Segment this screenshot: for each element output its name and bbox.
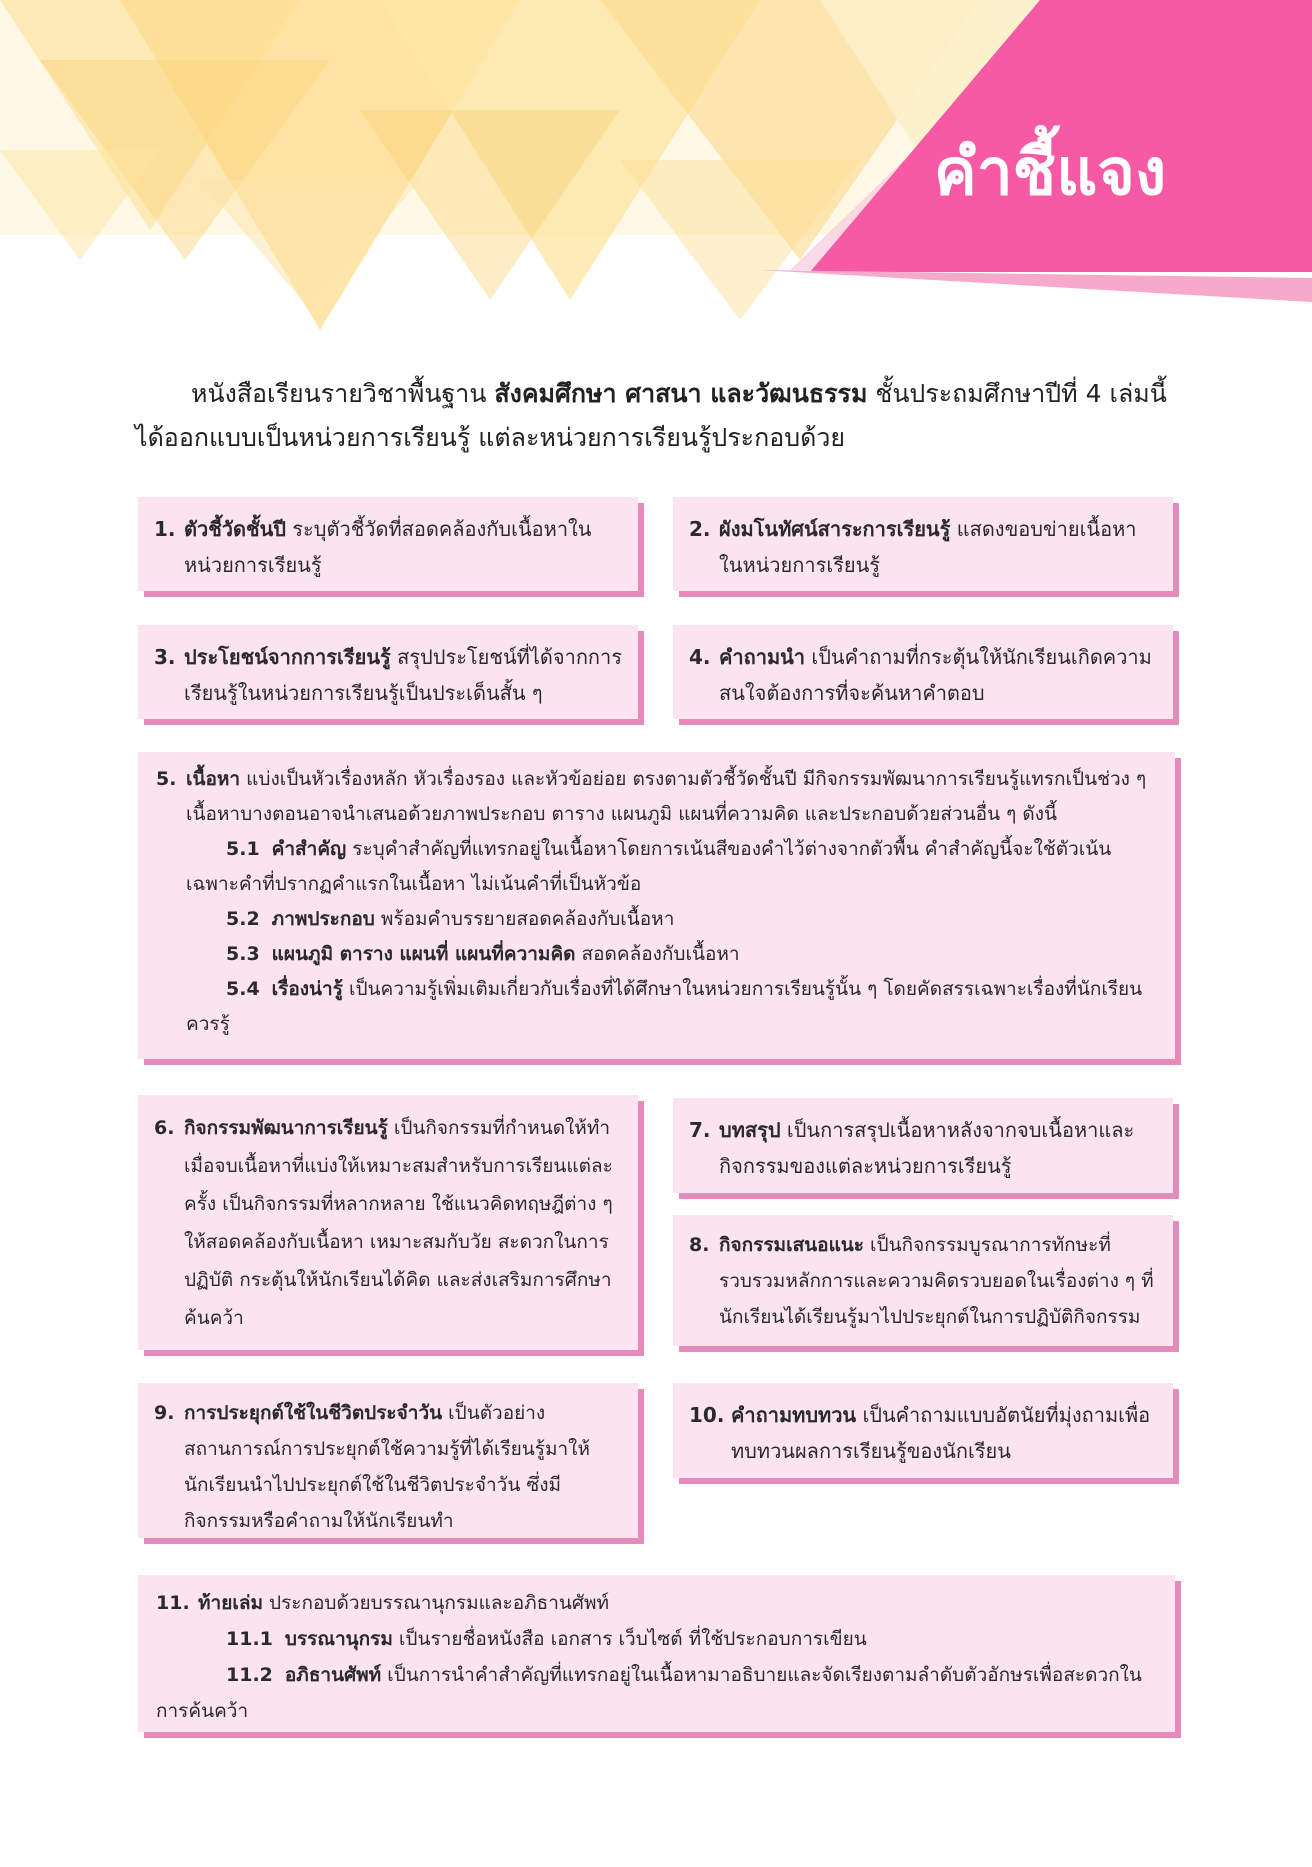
item-number: 4. [689, 645, 711, 669]
item-box-10 [673, 1383, 1173, 1478]
sub-item-number: 11.1 [226, 1628, 273, 1650]
item-number: 6. [154, 1117, 175, 1139]
item-box-9 [138, 1383, 638, 1538]
item-box-5 [138, 752, 1175, 1059]
item-text [184, 1109, 622, 1337]
item-description: เป็นกิจกรรมบูรณาการทักษะที่รวบรวมหลักการและความคิดรวบยอดในเรื่องต่าง ๆ ที่นักเรียนได้เรียนรู้มาไปประยุกต์ในการปฏิบัติกิจกรรม [719, 1234, 1154, 1328]
item-number: 10. [689, 1403, 725, 1427]
item-box-6 [138, 1095, 638, 1350]
item-number: 1. [154, 517, 176, 541]
item-description: แบ่งเป็นหัวเรื่องหลัก หัวเรื่องรอง และหัวข้อย่อย ตรงตามตัวชี้วัดชั้นปี มีกิจกรรมพัฒนาการเรียนรู้แทรกเป็นช่วง ๆ เนื้อหาบางตอนอาจนำเสนอด้วยภาพประกอบ ตาราง แผนภูมิ แผนที่ความคิด และประกอบด้วยส่วนอื่น ๆ ดังนี้ [186, 768, 1147, 825]
item-text [719, 1227, 1157, 1335]
item-description: เป็นคำถามแบบอัตนัยที่มุ่งถามเพื่อทบทวนผลการเรียนรู้ของนักเรียน [731, 1403, 1151, 1463]
item-title: กิจกรรมเสนอแนะ [719, 1234, 865, 1256]
intro-line-2: ได้ออกแบบเป็นหน่วยการเรียนรู้ แต่ละหน่วยการเรียนรู้ประกอบด้วย [135, 423, 846, 452]
item-number: 2. [689, 517, 711, 541]
sub-item-title: แผนภูมิ ตาราง แผนที่ แผนที่ความคิด [271, 943, 576, 965]
page-title: คำชี้แจง [933, 136, 1167, 210]
intro-text: ชั้นประถมศึกษาปีที่ 4 เล่มนี้ [867, 379, 1167, 408]
sub-item-title: ภาพประกอบ [271, 908, 375, 930]
item-number: 9. [154, 1402, 175, 1424]
sub-item-number: 5.3 [226, 943, 260, 965]
item-title: คำถามนำ [719, 645, 806, 669]
intro-text: หนังสือเรียนรายวิชาพื้นฐาน [191, 379, 495, 408]
sub-item-description: เป็นรายชื่อหนังสือ เอกสาร เว็บไซต์ ที่ใช้ประกอบการเขียน [392, 1628, 867, 1650]
item-title: ท้ายเล่ม [198, 1592, 263, 1614]
sub-item [156, 937, 1155, 972]
item-box-3 [138, 625, 638, 719]
item-number: 11. [156, 1592, 190, 1614]
item-text [719, 1112, 1157, 1184]
sub-item-title: เรื่องน่ารู้ [271, 978, 343, 1000]
intro-paragraph [135, 372, 1175, 460]
item-text [719, 511, 1157, 583]
item-description: เป็นคำถามที่กระตุ้นให้นักเรียนเกิดความสนใจต้องการที่จะค้นหาคำตอบ [719, 645, 1152, 705]
item-title: เนื้อหา [186, 768, 241, 790]
item-description: เป็นตัวอย่างสถานการณ์การประยุกต์ใช้ความรู้ที่ได้เรียนรู้มาให้นักเรียนนำไปประยุกต์ใช้ในชีวิตประจำวัน ซึ่งมีกิจกรรมหรือคำถามให้นักเรียนทำ [184, 1402, 590, 1532]
item-title: ประโยชน์จากการเรียนรู้ [184, 645, 391, 669]
item-description: แสดงขอบข่ายเนื้อหาในหน่วยการเรียนรู้ [719, 517, 1137, 577]
sub-item-title: คำสำคัญ [271, 838, 347, 860]
intro-line-1 [135, 372, 1175, 416]
item-text [198, 1585, 1155, 1621]
item-description: เป็นการสรุปเนื้อหาหลังจากจบเนื้อหาและกิจกรรมของแต่ละหน่วยการเรียนรู้ [719, 1118, 1135, 1178]
item-title: บทสรุป [719, 1118, 781, 1142]
sub-item-description: เป็นความรู้เพิ่มเติมเกี่ยวกับเรื่องที่ได้ศึกษาในหน่วยการเรียนรู้นั้น ๆ โดยคัดสรรเฉพาะเรื่องที่นักเรียนควรรู้ [186, 978, 1143, 1035]
item-number: 3. [154, 645, 176, 669]
sub-item-description: ระบุคำสำคัญที่แทรกอยู่ในเนื้อหาโดยการเน้นสีของคำไว้ต่างจากตัวพื้น คำสำคัญนี้จะใช้ตัวเน้นเฉพาะคำที่ปรากฏคำแรกในเนื้อหา ไม่เน้นคำที่เป็นหัวข้อ [186, 838, 1112, 895]
item-box-1 [138, 497, 638, 591]
item-number: 5. [156, 768, 177, 790]
sub-item [156, 902, 1155, 937]
item-description: สรุปประโยชน์ที่ได้จากการเรียนรู้ในหน่วยการเรียนรู้เป็นประเด็นสั้น ๆ [184, 645, 623, 705]
item-title: การประยุกต์ใช้ในชีวิตประจำวัน [184, 1402, 443, 1424]
item-text [184, 511, 622, 583]
item-description: ระบุตัวชี้วัดที่สอดคล้องกับเนื้อหาในหน่วยการเรียนรู้ [184, 517, 592, 577]
item-text [184, 639, 622, 711]
item-number: 7. [689, 1118, 711, 1142]
item-title: ผังมโนทัศน์สาระการเรียนรู้ [719, 517, 951, 541]
item-title: ตัวชี้วัดชั้นปี [184, 517, 286, 541]
item-description: เป็นกิจกรรมที่กำหนดให้ทำเมื่อจบเนื้อหาที่แบ่งให้เหมาะสมสำหรับการเรียนแต่ละครั้ง เป็นกิจกรรมที่หลากหลาย ใช้แนวคิดทฤษฎีต่าง ๆ ให้สอดคล้องกับเนื้อหา เหมาะสมกับวัย สะดวกในการปฏิบัติ กระตุ้นให้นักเรียนได้คิด และส่งเสริมการศึกษาค้นคว้า [184, 1117, 613, 1329]
sub-item [156, 972, 1155, 1042]
item-box-2 [673, 497, 1173, 591]
item-title: คำถามทบทวน [731, 1403, 857, 1427]
item-text [184, 1395, 622, 1539]
sub-item-number: 5.4 [226, 978, 260, 1000]
sub-item [156, 1657, 1155, 1729]
sub-item-title: บรรณานุกรม [284, 1628, 393, 1650]
item-text [731, 1397, 1157, 1469]
sub-item-description: สอดคล้องกับเนื้อหา [575, 943, 740, 965]
item-box-4 [673, 625, 1173, 719]
item-description: ประกอบด้วยบรรณานุกรมและอภิธานศัพท์ [263, 1592, 610, 1614]
sub-item-number: 11.2 [226, 1664, 273, 1686]
sub-item-number: 5.2 [226, 908, 260, 930]
sub-item [156, 832, 1155, 902]
item-text [186, 762, 1155, 832]
item-box-11 [138, 1575, 1175, 1732]
sub-item-number: 5.1 [226, 838, 260, 860]
item-box-7 [673, 1098, 1173, 1193]
subject-name: สังคมศึกษา ศาสนา และวัฒนธรรม [494, 379, 868, 408]
item-text [719, 639, 1157, 711]
item-box-8 [673, 1215, 1173, 1346]
item-number: 8. [689, 1234, 710, 1256]
sub-item-title: อภิธานศัพท์ [284, 1664, 382, 1686]
sub-item [156, 1621, 1155, 1657]
item-title: กิจกรรมพัฒนาการเรียนรู้ [184, 1117, 388, 1139]
sub-item-description: เป็นการนำคำสำคัญที่แทรกอยู่ในเนื้อหามาอธิบายและจัดเรียงตามลำดับตัวอักษรเพื่อสะดวกในการค้นคว้า [156, 1664, 1142, 1722]
sub-item-description: พร้อมคำบรรยายสอดคล้องกับเนื้อหา [374, 908, 675, 930]
